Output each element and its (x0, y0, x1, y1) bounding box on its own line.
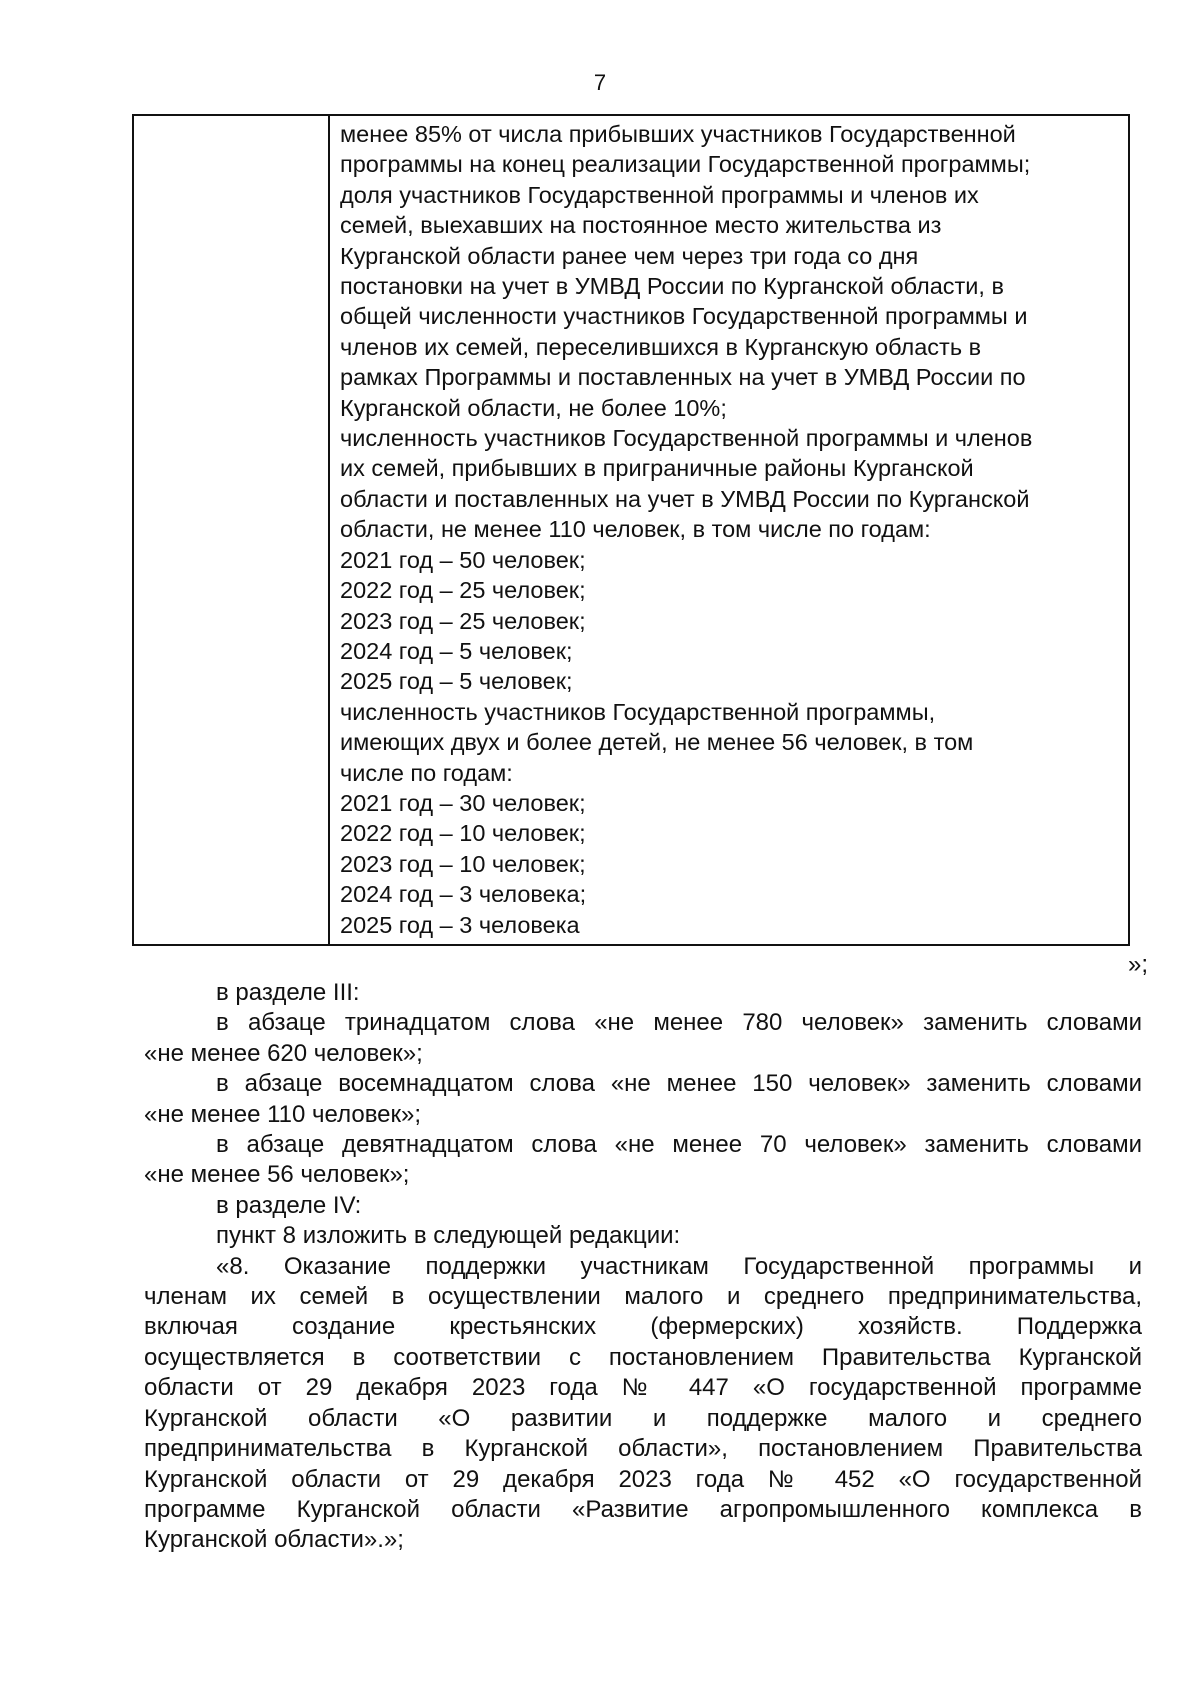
table-cell-line: их семей, прибывших в приграничные районы Курганской (340, 455, 974, 482)
table-cell-line: программы на конец реализации Государственной программы; (340, 151, 1031, 178)
body-line: осуществляется в соответствии с постановлением Правительства Курганской (144, 1343, 1142, 1371)
table-cell-line: доля участников Государственной программы и членов их (340, 181, 979, 208)
table-cell-line: членов их семей, переселившихся в Курганскую область в (340, 333, 982, 360)
body-line: Курганской области от 29 декабря 2023 года № 452 «О государственной (144, 1465, 1142, 1493)
page-number: 7 (593, 70, 607, 95)
table-cell-line: 2021 год – 50 человек; (340, 546, 586, 573)
body-line: «не менее 620 человек»; (144, 1039, 423, 1067)
body-line: предпринимательства в Курганской области», постановлением Правительства (144, 1435, 1142, 1463)
table-cell-line: 2024 год – 3 человека; (340, 881, 587, 908)
body-line: «не менее 56 человек»; (144, 1161, 410, 1189)
table-cell-line: семей, выехавших на постоянное место жительства из (340, 212, 942, 239)
table-cell-line: имеющих двух и более детей, не менее 56 человек, в том (340, 729, 974, 756)
table-cell-line: 2022 год – 25 человек; (340, 577, 586, 604)
body-line: «не менее 110 человек»; (144, 1100, 422, 1128)
body-line: включая создание крестьянских (фермерских) хозяйств. Поддержка (144, 1313, 1142, 1341)
table-cell-line: рамках Программы и поставленных на учет в УМВД России по (340, 364, 1026, 391)
table-cell-line: численность участников Государственной программы, (340, 698, 936, 725)
indicators-table (132, 114, 1130, 946)
table-cell-line: области, не менее 110 человек, в том числе по годам: (340, 516, 931, 543)
body-line: Курганской области».»; (144, 1526, 404, 1554)
body-line: в абзаце восемнадцатом слова «не менее 150 человек» заменить словами (216, 1070, 1142, 1098)
table-cell-line: общей численности участников Государственной программы и (340, 303, 1028, 330)
table-cell-line: Курганской области, не более 10%; (340, 394, 727, 421)
body-line: в абзаце тринадцатом слова «не менее 780 человек» заменить словами (216, 1009, 1142, 1037)
body-line: «8. Оказание поддержки участникам Государственной программы и (216, 1252, 1142, 1280)
body-line: членам их семей в осуществлении малого и среднего предпринимательства, (144, 1283, 1142, 1311)
body-line: Курганской области «О развитии и поддержке малого и среднего (144, 1404, 1142, 1432)
closing-quote: »; (1127, 951, 1148, 978)
table-cell-line: 2024 год – 5 человек; (340, 637, 573, 664)
table-right-cell (330, 116, 1128, 944)
body-line: в разделе III: (216, 979, 360, 1006)
table-cell-line: численность участников Государственной программы и членов (340, 425, 1033, 452)
body-line: программе Курганской области «Развитие агропромышленного комплекса в (144, 1495, 1142, 1523)
amendment-text (144, 978, 1142, 1556)
table-cell-line: числе по годам: (340, 759, 513, 786)
table-cell-line: 2025 год – 5 человек; (340, 668, 573, 695)
body-line: в разделе IV: (216, 1191, 362, 1219)
body-line: пункт 8 изложить в следующей редакции: (216, 1222, 681, 1250)
body-line: области от 29 декабря 2023 года № 447 «О государственной программе (144, 1374, 1142, 1402)
table-cell-line: Курганской области ранее чем через три года со дня (340, 242, 919, 269)
table-left-cell (134, 116, 330, 944)
table-cell-line: области и поставленных на учет в УМВД России по Курганской (340, 485, 1030, 512)
table-cell-line: 2023 год – 25 человек; (340, 607, 586, 634)
table-cell-line: менее 85% от числа прибывших участников Государственной (340, 121, 1016, 147)
table-cell-line: постановки на учет в УМВД России по Курганской области, в (340, 273, 1004, 300)
table-cell-line: 2025 год – 3 человека (340, 911, 580, 938)
table-cell-line: 2022 год – 10 человек; (340, 820, 586, 847)
table-cell-line: 2021 год – 30 человек; (340, 789, 586, 816)
table-cell-line: 2023 год – 10 человек; (340, 850, 586, 877)
body-line: в абзаце девятнадцатом слова «не менее 70 человек» заменить словами (216, 1131, 1142, 1159)
